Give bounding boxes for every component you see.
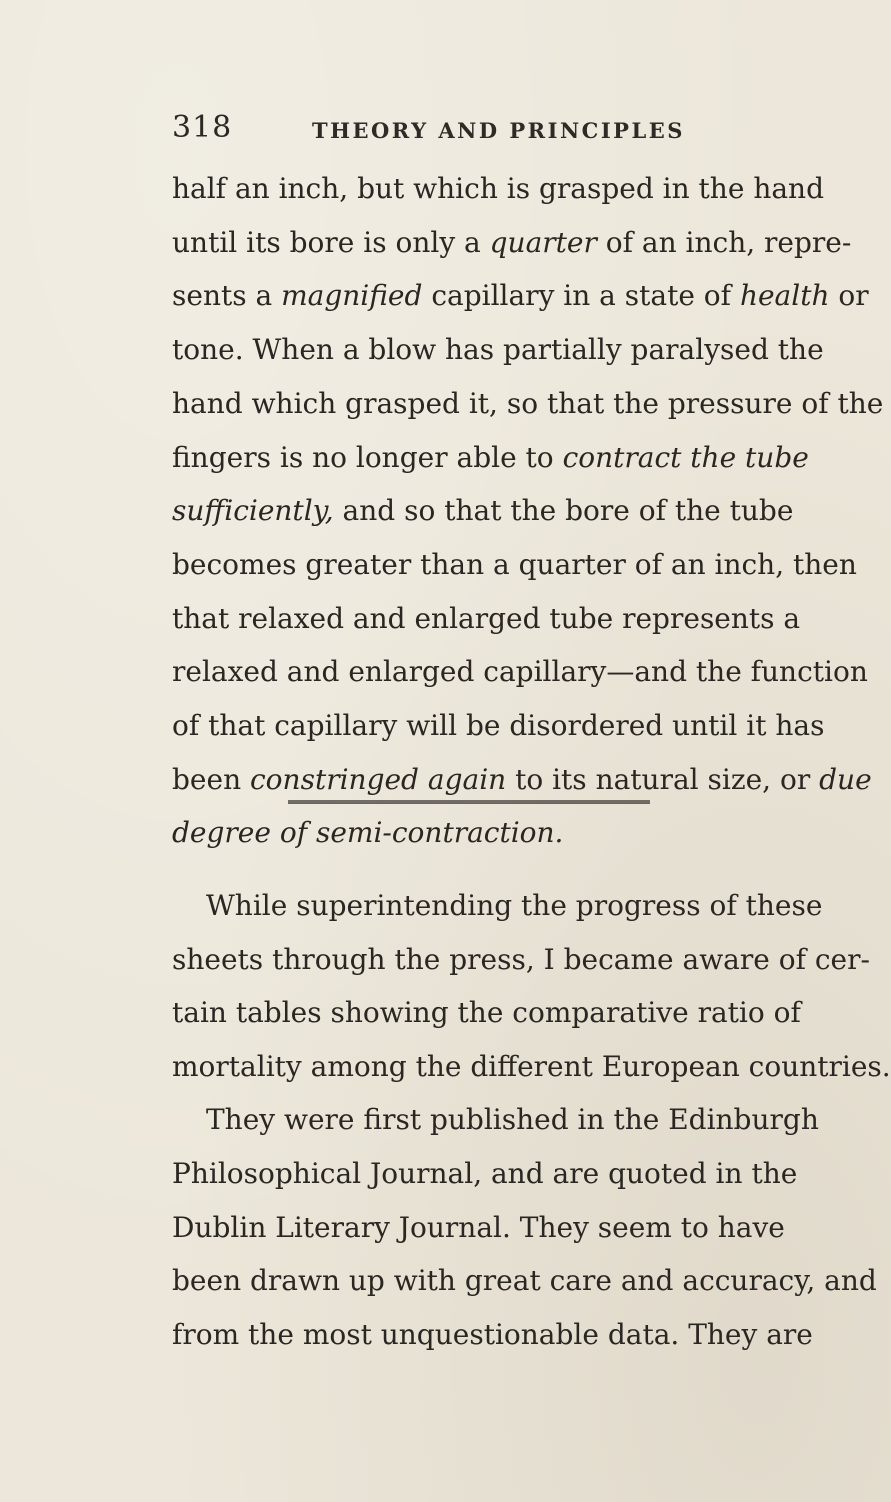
text-line <box>172 943 870 977</box>
text-run: from the most unquestionable data. They are <box>172 1318 813 1351</box>
text-line <box>172 494 794 528</box>
text-line <box>206 1103 819 1137</box>
text-line <box>172 387 884 421</box>
text-run: fingers is no longer able to <box>172 441 563 474</box>
italic-text: degree of semi-contraction. <box>172 816 564 849</box>
text-run: tone. When a blow has partially paralysed the <box>172 333 824 366</box>
text-run: that relaxed and enlarged tube represents a <box>172 602 801 635</box>
italic-text: contract the tube <box>562 441 809 474</box>
text-line <box>172 548 857 582</box>
text-run: tain tables showing the comparative ratio of <box>172 996 801 1029</box>
text-run: While superintending the progress of these <box>206 889 823 922</box>
text-run: and so that the bore of the tube <box>333 494 794 527</box>
italic-text: health <box>739 279 830 312</box>
text-run: Philosophical Journal, and are quoted in the <box>172 1157 798 1190</box>
italic-text: sufficiently, <box>172 494 334 527</box>
page-number: 318 <box>172 110 233 145</box>
text-run: been drawn up with great care and accuracy, and <box>172 1264 877 1297</box>
text-line <box>172 1157 798 1191</box>
italic-text: due <box>819 763 872 796</box>
text-line <box>172 1318 813 1352</box>
text-run: relaxed and enlarged capillary—and the function <box>172 655 868 688</box>
text-run: or <box>829 279 869 312</box>
text-line <box>172 1264 877 1298</box>
text-line <box>172 763 872 797</box>
text-line <box>172 816 768 850</box>
text-line <box>172 333 824 367</box>
section-divider-rule <box>288 800 650 804</box>
text-run: becomes greater than a quarter of an inch, then <box>172 548 857 581</box>
text-run: until its bore is only a <box>172 226 490 259</box>
text-line <box>172 602 801 636</box>
running-head <box>172 110 772 150</box>
text-run: of that capillary will be disordered until it has <box>172 709 825 742</box>
italic-text: quarter <box>489 226 597 259</box>
text-run: mortality among the different European countries. <box>172 1050 891 1083</box>
text-line <box>172 226 852 260</box>
text-line <box>172 709 825 743</box>
text-run: half an inch, but which is grasped in the hand <box>172 172 824 205</box>
text-line <box>172 1050 891 1084</box>
text-line <box>172 996 801 1030</box>
text-run: to its natural size, or <box>506 763 820 796</box>
text-run: hand which grasped it, so that the pressure of the <box>172 387 884 420</box>
text-line <box>172 279 869 313</box>
text-line <box>172 655 868 689</box>
text-run: sheets through the press, I became aware of cer- <box>172 943 870 976</box>
italic-text: constringed again <box>250 763 507 796</box>
text-line <box>172 1211 785 1245</box>
text-run: been <box>172 763 250 796</box>
text-run: Dublin Literary Journal. They seem to have <box>172 1211 785 1244</box>
text-line <box>206 889 823 923</box>
text-run: of an inch, repre- <box>596 226 852 259</box>
text-line <box>172 441 809 475</box>
running-title: THEORY AND PRINCIPLES <box>312 118 685 143</box>
italic-text: magnified <box>281 279 423 312</box>
text-line <box>172 172 824 206</box>
text-run: capillary in a state of <box>422 279 740 312</box>
text-run: They were first published in the Edinburgh <box>206 1103 819 1136</box>
text-run: sents a <box>172 279 282 312</box>
